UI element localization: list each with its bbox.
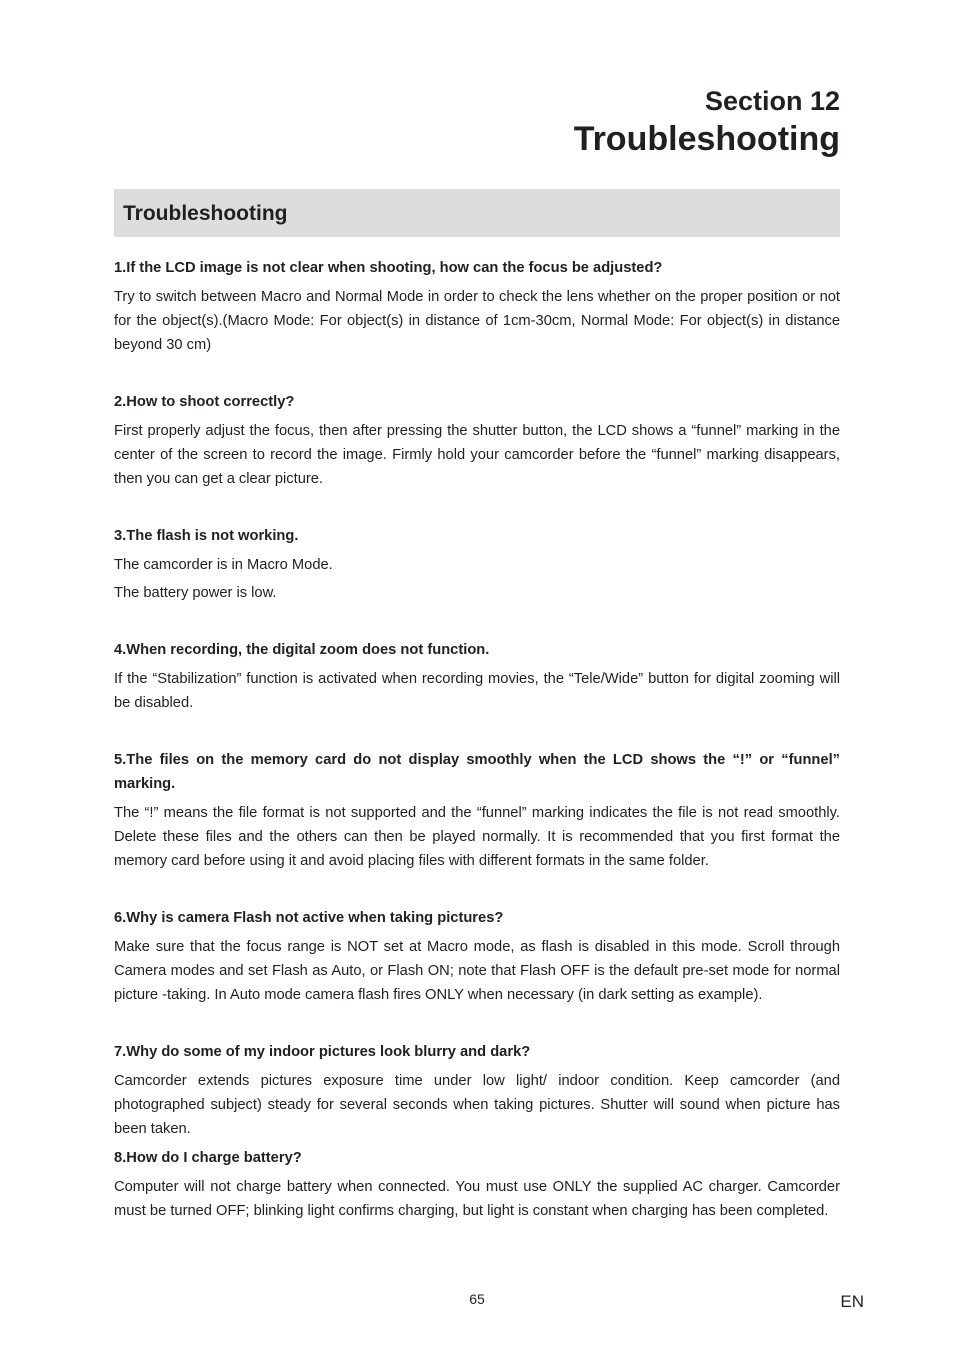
faq-item-2 xyxy=(114,390,840,491)
faq-question: 3.The flash is not working. xyxy=(114,528,299,544)
language-tag: EN xyxy=(840,1292,864,1311)
faq-item-4 xyxy=(114,638,840,715)
faq-question: 2.How to shoot correctly? xyxy=(114,394,295,410)
section-title: Troubleshooting xyxy=(573,120,840,158)
faq-question: 5.The files on the memory card do not display smoothly when the LCD shows the “!” or “funnel” marking. xyxy=(114,752,840,792)
faq-question: 8.How do I charge battery? xyxy=(114,1150,302,1166)
faq-item-3 xyxy=(114,524,840,605)
faq-item-1 xyxy=(114,256,840,357)
faq-answer: If the “Stabilization” function is activated when recording movies, the “Tele/Wide” button for digital zooming will be disabled. xyxy=(114,671,840,711)
faq-answer: Computer will not charge battery when connected. You must use ONLY the supplied AC charger. Camcorder must be turned OFF; blinking light confirms charging, but light is constant when charging has been completed. xyxy=(114,1179,840,1219)
faq-item-8 xyxy=(114,1146,840,1223)
faq-answer: Try to switch between Macro and Normal Mode in order to check the lens whether on the proper position or not for the object(s).(Macro Mode: For object(s) in distance of 1cm-30cm, Normal Mode: For object(s) in distance beyond 30 cm) xyxy=(114,289,840,353)
faq-answer: The battery power is low. xyxy=(114,585,277,601)
faq-item-5 xyxy=(114,748,840,873)
faq-question: 1.If the LCD image is not clear when shooting, how can the focus be adjusted? xyxy=(114,260,663,276)
faq-answer: The camcorder is in Macro Mode. xyxy=(114,557,333,573)
faq-question: 6.Why is camera Flash not active when taking pictures? xyxy=(114,910,504,926)
faq-question: 7.Why do some of my indoor pictures look blurry and dark? xyxy=(114,1044,531,1060)
section-band-title: Troubleshooting xyxy=(114,189,840,237)
faq-answer: Make sure that the focus range is NOT set at Macro mode, as flash is disabled in this mode. Scroll through Camera modes and set Flash as Auto, or Flash ON; note that Flash OFF is the default pre-set mode for normal picture -taking. In Auto mode camera flash fires ONLY when necessary (in dark setting as example). xyxy=(114,939,840,1003)
faq-item-7 xyxy=(114,1040,840,1141)
page-number: 65 xyxy=(469,1291,485,1307)
faq-answer: Camcorder extends pictures exposure time under low light/ indoor condition. Keep camcorder (and photographed subject) steady for several seconds when taking pictures. Shutter will sound when picture has been taken. xyxy=(114,1073,840,1137)
section-number: Section 12 xyxy=(704,86,840,116)
faq-answer: First properly adjust the focus, then after pressing the shutter button, the LCD shows a “funnel” marking in the center of the screen to record the image. Firmly hold your camcorder before the “funnel” marking disappears, then you can get a clear picture. xyxy=(114,423,840,487)
faq-question: 4.When recording, the digital zoom does not function. xyxy=(114,642,490,658)
section-header xyxy=(574,84,840,160)
faq-answer: The “!” means the file format is not supported and the “funnel” marking indicates the file is not read smoothly. Delete these files and the others can then be played normally. It is recommended that you first format the memory card before using it and avoid placing files with different formats in the same folder. xyxy=(114,805,840,869)
faq-list xyxy=(114,256,840,1256)
faq-item-6 xyxy=(114,906,840,1007)
